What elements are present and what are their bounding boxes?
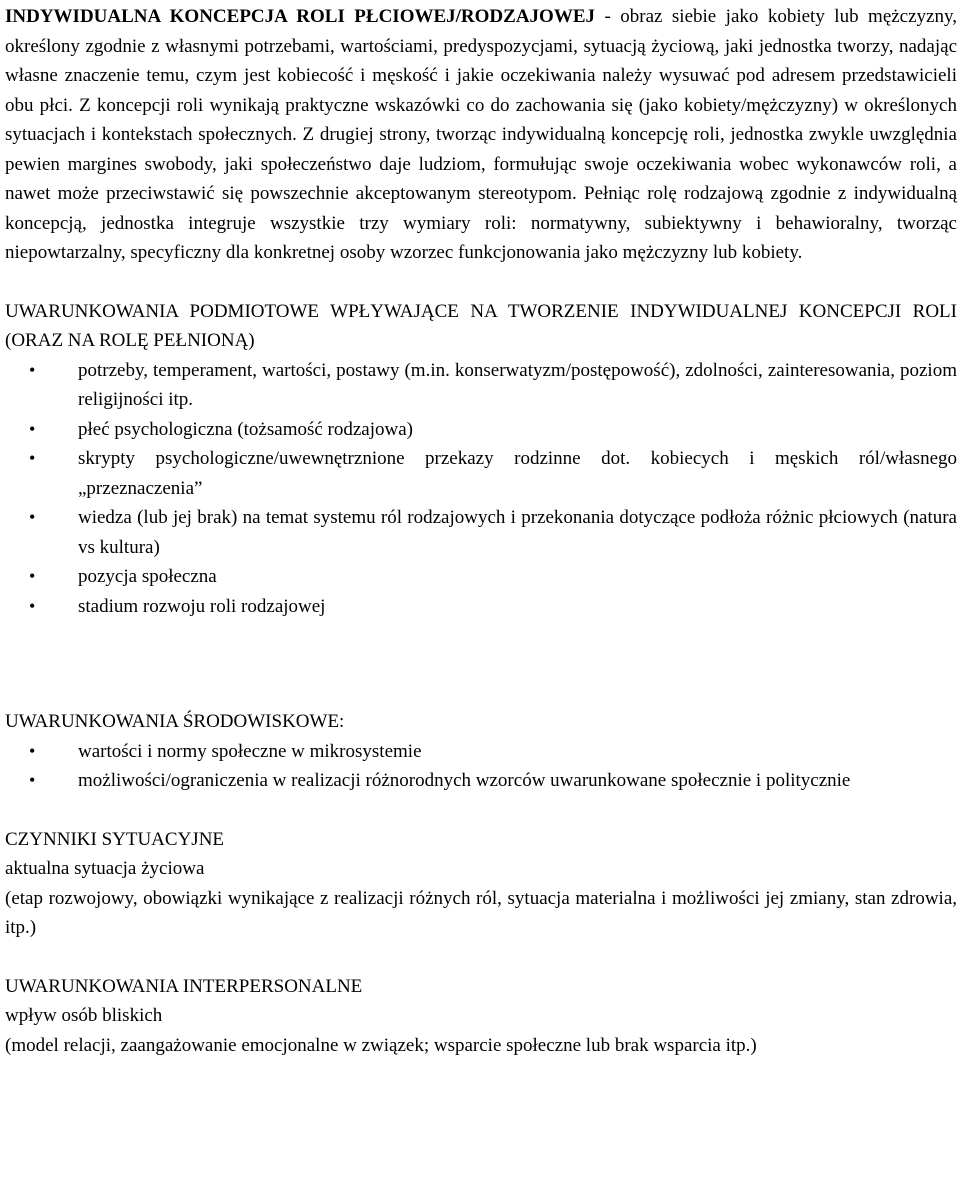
environmental-list <box>5 737 957 796</box>
interpersonal-section <box>5 972 957 1061</box>
bullet-icon: • <box>29 448 36 468</box>
list-item <box>5 503 957 562</box>
intro-text: - obraz siebie jako kobiety lub mężczyzny, określony zgodnie z własnymi potrzebami, wartościami, predyspozycjami, sytuacją życiową, jaki jednostka tworzy, nadając własne znaczenie temu, czym jest kobiecość i męskość i jakie oczekiwania należy wysuwać pod adresem przedstawicieli obu płci. Z koncepcji roli wynikają praktyczne wskazówki co do zachowania się (jako kobiety/mężczyzny) w określonych sytuacjach i kontekstach społecznych. Z drugiej strony, tworząc indywidualną koncepcję roli, jednostka zwykle uwzględnia pewien margines swobody, jaki społeczeństwo daje ludziom, formułując swoje oczekiwania wobec wykonawców roli, a nawet może przeciwstawić się powszechnie akceptowanym stereotypom. Pełniąc rolę rodzajową zgodnie z indywidualną koncepcją, jednostka integruje wszystkie trzy wymiary roli: normatywny, subiektywny i behawioralny, tworząc niepowtarzalny, specyficzny dla konkretnej osoby wzorzec funkcjonowania jako mężczyzny lub kobiety. <box>5 6 957 263</box>
list-item-text: płeć psychologiczna (tożsamość rodzajowa) <box>78 418 414 440</box>
environmental-heading: UWARUNKOWANIA ŚRODOWISKOWE: <box>5 711 345 732</box>
list-item-text: możliwości/ograniczenia w realizacji różnorodnych wzorców uwarunkowane społecznie i politycznie <box>78 770 851 791</box>
intro-term: INDYWIDUALNA KONCEPCJA ROLI PŁCIOWEJ/RODZAJOWEJ <box>5 6 595 27</box>
situational-heading: CZYNNIKI SYTUACYJNE <box>5 828 225 850</box>
situational-subheading: aktualna sytuacja życiowa <box>5 858 205 879</box>
bullet-icon: • <box>29 418 36 439</box>
bullet-icon: • <box>29 770 36 790</box>
list-item-text: stadium rozwoju roli rodzajowej <box>78 595 326 617</box>
list-item <box>5 766 957 796</box>
list-item <box>5 737 957 767</box>
spacer <box>5 621 957 707</box>
list-item <box>5 562 957 592</box>
list-item <box>5 415 957 445</box>
list-item-text: pozycja społeczna <box>78 566 217 587</box>
spacer <box>5 943 957 972</box>
list-item <box>5 444 957 503</box>
list-item-text: wartości i normy społeczne w mikrosystemie <box>78 740 422 762</box>
list-item-text: skrypty psychologiczne/uwewnętrznione przekazy rodzinne dot. kobiecych i męskich ról/własnego „przeznaczenia” <box>78 448 957 499</box>
spacer <box>5 268 957 297</box>
environmental-section <box>5 707 957 796</box>
intro-paragraph <box>5 2 957 268</box>
bullet-icon: • <box>29 566 36 586</box>
interpersonal-text: (model relacji, zaangażowanie emocjonalne w związek; wsparcie społeczne lub brak wsparcia itp.) <box>5 1034 757 1056</box>
interpersonal-heading: UWARUNKOWANIA INTERPERSONALNE <box>5 975 363 997</box>
interpersonal-subheading: wpływ osób bliskich <box>5 1005 163 1026</box>
bullet-icon: • <box>29 507 36 527</box>
list-item <box>5 592 957 622</box>
situational-section <box>5 825 957 943</box>
list-item-text: wiedza (lub jej brak) na temat systemu ról rodzajowych i przekonania dotyczące podłoża różnic płciowych (natura vs kultura) <box>78 507 957 558</box>
subjective-heading: UWARUNKOWANIA PODMIOTOWE WPŁYWAJĄCE NA TWORZENIE INDYWIDUALNEJ KONCEPCJI ROLI (ORAZ NA ROLĘ PEŁNIONĄ) <box>5 300 957 351</box>
spacer <box>5 796 957 825</box>
subjective-section <box>5 297 957 622</box>
bullet-icon: • <box>29 359 36 380</box>
bullet-icon: • <box>29 740 36 761</box>
list-item-text: potrzeby, temperament, wartości, postawy (m.in. konserwatyzm/postępowość), zdolności, zainteresowania, poziom religijności itp. <box>78 359 957 410</box>
bullet-icon: • <box>29 595 36 616</box>
situational-text: (etap rozwojowy, obowiązki wynikające z realizacji różnych ról, sytuacja materialna i możliwości jej zmiany, stan zdrowia, itp.) <box>5 887 957 938</box>
list-item <box>5 356 957 415</box>
subjective-list <box>5 356 957 622</box>
